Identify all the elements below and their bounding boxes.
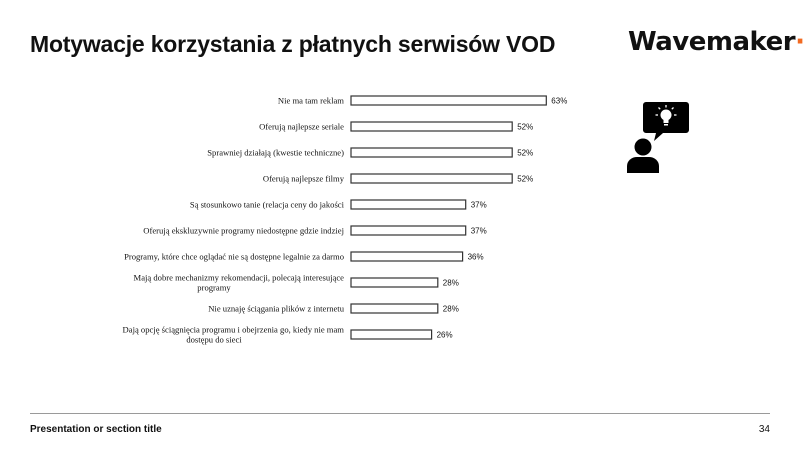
bar bbox=[351, 96, 546, 105]
logo-text: Wavemaker bbox=[628, 27, 796, 57]
category-label: Oferują najlepsze seriale bbox=[259, 121, 344, 132]
logo-dot: · bbox=[795, 27, 804, 57]
bar bbox=[351, 252, 463, 261]
bar bbox=[351, 304, 438, 313]
bar bbox=[351, 278, 438, 287]
category-label: Nie ma tam reklam bbox=[277, 95, 344, 106]
data-label: 28% bbox=[442, 278, 459, 288]
data-label: 52% bbox=[517, 174, 534, 184]
data-label: 37% bbox=[470, 226, 487, 236]
data-label: 63% bbox=[551, 96, 568, 106]
footer-divider bbox=[30, 413, 770, 414]
bar bbox=[351, 330, 432, 339]
bar bbox=[351, 200, 466, 209]
category-label: dostępu do sieci bbox=[186, 334, 242, 345]
bar bbox=[351, 174, 512, 183]
data-label: 52% bbox=[517, 122, 534, 132]
category-label: Oferują ekskluzywnie programy niedostępne gdzie indziej bbox=[143, 225, 344, 236]
data-label: 28% bbox=[442, 304, 459, 314]
data-label: 52% bbox=[517, 148, 534, 158]
bar bbox=[351, 226, 466, 235]
data-label: 37% bbox=[470, 200, 487, 210]
category-label: Są stosunkowo tanie (relacja ceny do jakości bbox=[189, 199, 344, 210]
category-label: Programy, które chce oglądać nie są dostępne legalnie za darmo bbox=[124, 251, 344, 262]
bar bbox=[351, 122, 512, 131]
footer-section-title: Presentation or section title bbox=[30, 424, 162, 435]
page-number: 34 bbox=[758, 424, 770, 435]
page-title: Motywacje korzystania z płatnych serwisów VOD bbox=[30, 31, 556, 57]
person-idea-icon bbox=[624, 100, 694, 180]
data-label: 36% bbox=[467, 252, 484, 262]
bar bbox=[351, 148, 512, 157]
data-label: 26% bbox=[436, 330, 453, 340]
category-label: Nie uznaję ściągania plików z internetu bbox=[208, 303, 344, 314]
category-label: programy bbox=[197, 282, 231, 293]
category-label: Mają dobre mechanizmy rekomendacji, polecają interesujące bbox=[133, 272, 344, 283]
category-label: Sprawniej działają (kwestie techniczne) bbox=[207, 147, 344, 158]
category-label: Oferują najlepsze filmy bbox=[262, 173, 344, 184]
category-label: Dają opcję ściągnięcia programu i obejrzenia go, kiedy nie mam bbox=[122, 324, 344, 335]
wavemaker-logo bbox=[628, 27, 804, 57]
